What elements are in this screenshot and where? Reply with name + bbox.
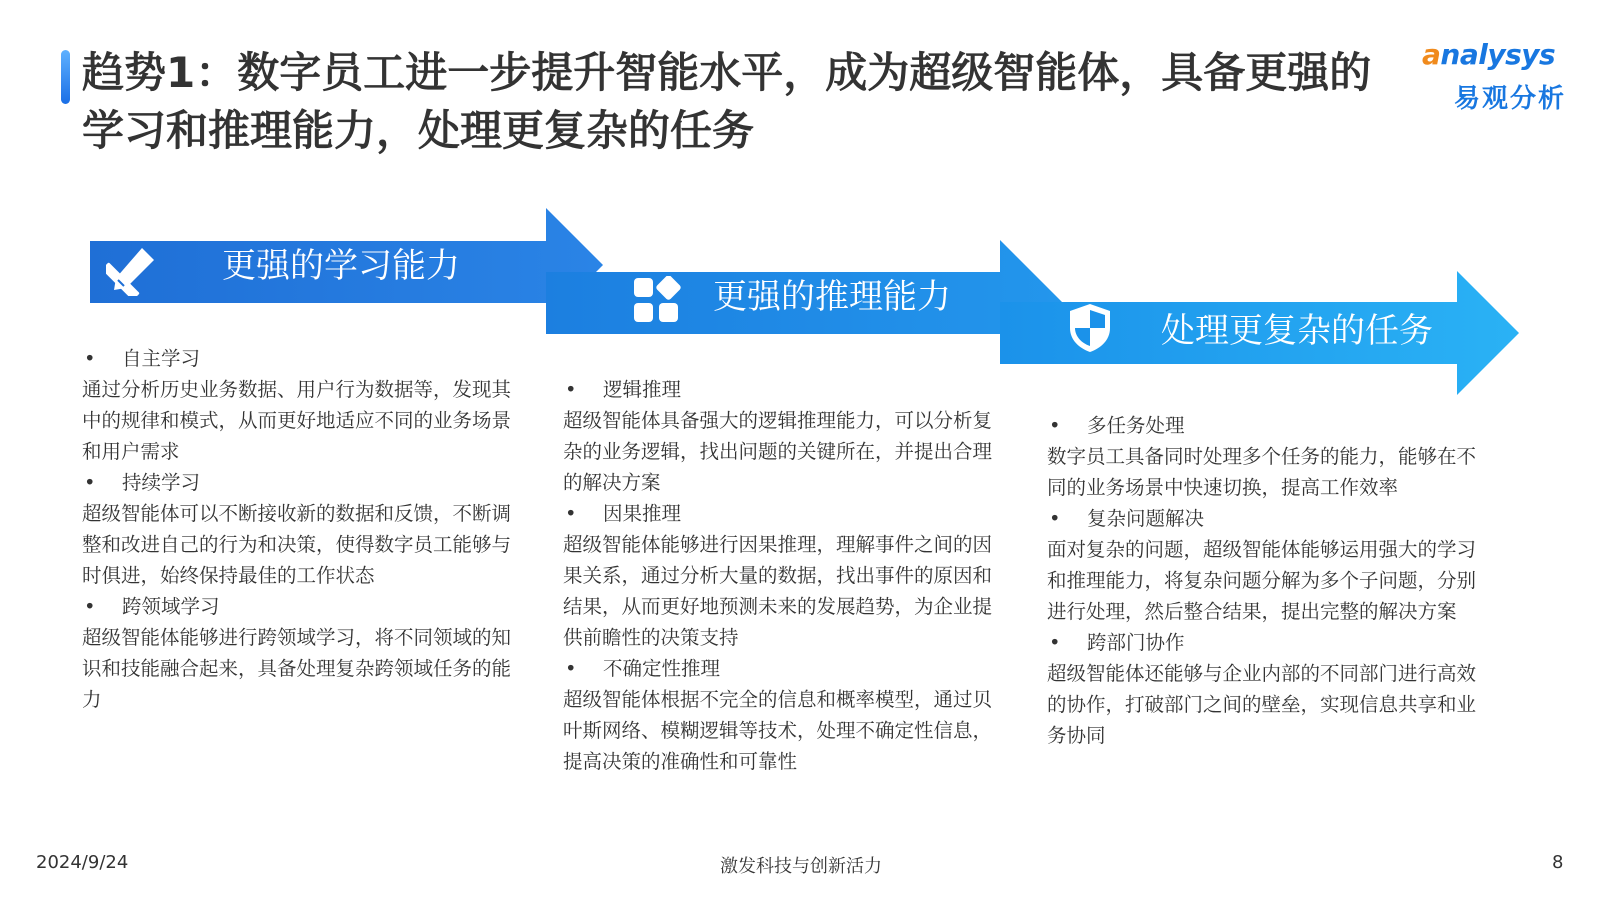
- item-text: 超级智能体具备强大的逻辑推理能力，可以分析复杂的业务逻辑，找出问题的关键所在，并提出合理的解决方案: [563, 409, 993, 494]
- list-item-heading: [563, 498, 1003, 529]
- bullet: •: [565, 502, 577, 525]
- step-3-details: [1047, 410, 1487, 751]
- item-text: 面对复杂的问题，超级智能体能够运用强大的学习和推理能力，将复杂问题分解为多个子问题，分别进行处理，然后整合结果，提出完整的解决方案: [1047, 538, 1477, 623]
- item-text: 超级智能体能够进行因果推理，理解事件之间的因果关系，通过分析大量的数据，找出事件的原因和结果，从而更好地预测未来的发展趋势，为企业提供前瞻性的决策支持: [563, 533, 993, 649]
- item-text: 超级智能体能够进行跨领域学习，将不同领域的知识和技能融合起来，具备处理复杂跨领域任务的能力: [82, 626, 512, 711]
- item-text: 超级智能体根据不完全的信息和概率模型，通过贝叶斯网络、模糊逻辑等技术，处理不确定性信息，提高决策的准确性和可靠性: [563, 688, 993, 773]
- footer-date: 2024/9/24: [36, 852, 129, 873]
- list-item-heading: [563, 653, 1003, 684]
- page-number: 8: [1552, 852, 1564, 873]
- page-title: 趋势1：数字员工进一步提升智能水平，成为超级智能体，具备更强的学习和推理能力，处理更复杂的任务: [82, 48, 1372, 155]
- item-text: 超级智能体可以不断接收新的数据和反馈，不断调整和改进自己的行为和决策，使得数字员工能够与时俱进，始终保持最佳的工作状态: [82, 502, 512, 587]
- item-text: 通过分析历史业务数据、用户行为数据等，发现其中的规律和模式，从而更好地适应不同的业务场景和用户需求: [82, 378, 512, 463]
- item-heading: 跨部门协作: [1087, 631, 1185, 654]
- footer-slogan: 激发科技与创新活力: [720, 856, 882, 877]
- list-item-heading: [1047, 627, 1487, 658]
- item-heading: 自主学习: [122, 347, 201, 370]
- bullet: •: [565, 657, 577, 680]
- list-item-heading: [1047, 503, 1487, 534]
- step-1-label: 更强的学习能力: [222, 246, 460, 286]
- bullet: •: [84, 471, 96, 494]
- pencil-ruler-icon: [106, 244, 158, 296]
- logo-wordmark-rest: nalysys: [1440, 38, 1556, 71]
- item-text: 数字员工具备同时处理多个任务的能力，能够在不同的业务场景中快速切换，提高工作效率: [1047, 445, 1477, 499]
- item-heading: 复杂问题解决: [1087, 507, 1205, 530]
- list-item-heading: [82, 467, 522, 498]
- list-item-heading: [1047, 410, 1487, 441]
- list-item-heading: [563, 374, 1003, 405]
- item-heading: 因果推理: [603, 502, 682, 525]
- item-heading: 多任务处理: [1087, 414, 1185, 437]
- item-heading: 持续学习: [122, 471, 201, 494]
- bullet: •: [84, 347, 96, 370]
- shield-icon: [1066, 302, 1114, 354]
- logo-chinese: 易观分析: [1454, 84, 1567, 114]
- item-heading: 逻辑推理: [603, 378, 682, 401]
- item-heading: 跨领域学习: [122, 595, 220, 618]
- list-item-heading: [82, 591, 522, 622]
- logo-wordmark-lead: a: [1422, 38, 1441, 71]
- step-1-details: [82, 343, 522, 715]
- list-item-heading: [82, 343, 522, 374]
- step-3-label: 处理更复杂的任务: [1161, 311, 1433, 351]
- bullet: •: [1049, 631, 1061, 654]
- apps-grid-icon: [632, 276, 682, 326]
- bullet: •: [84, 595, 96, 618]
- item-text: 超级智能体还能够与企业内部的不同部门进行高效的协作，打破部门之间的壁垒，实现信息共享和业务协同: [1047, 662, 1477, 747]
- step-2-label: 更强的推理能力: [713, 277, 951, 317]
- bullet: •: [565, 378, 577, 401]
- item-heading: 不确定性推理: [603, 657, 721, 680]
- bullet: •: [1049, 414, 1061, 437]
- step-2-details: [563, 374, 1003, 777]
- bullet: •: [1049, 507, 1061, 530]
